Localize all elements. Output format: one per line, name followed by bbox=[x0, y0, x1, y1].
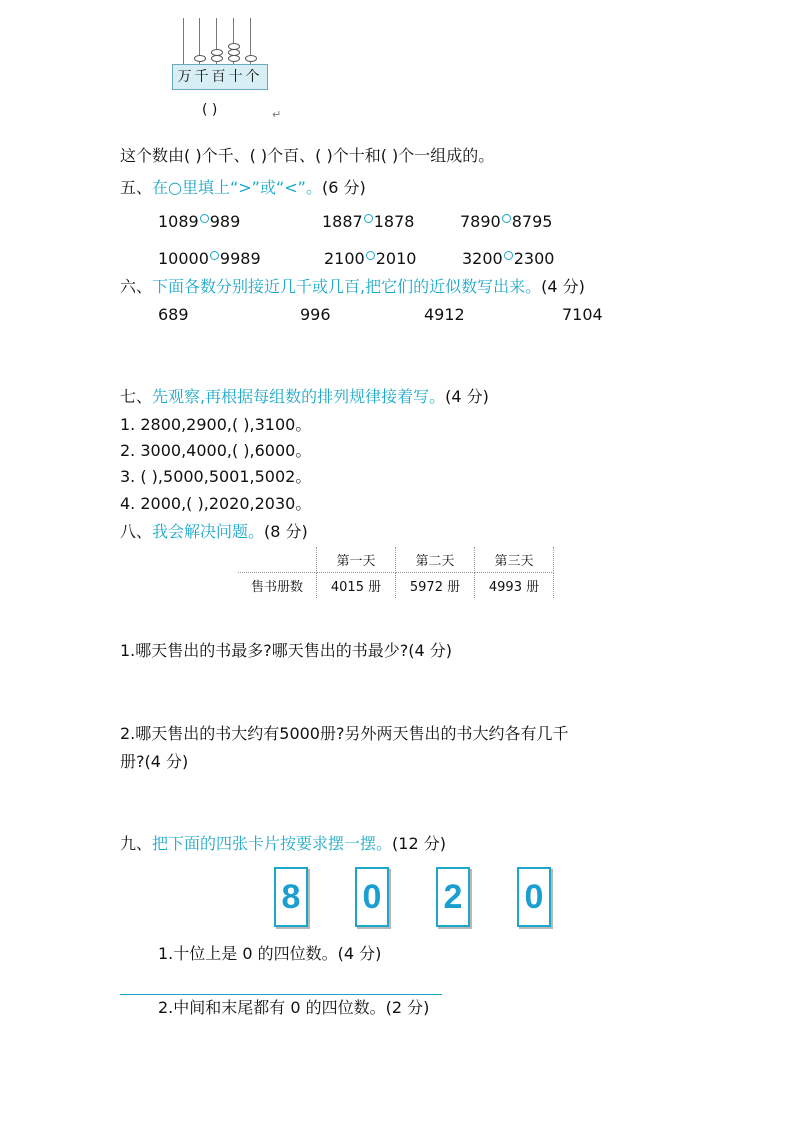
number-card[interactable]: 2 bbox=[436, 867, 470, 927]
q5-heading: 五、在○里填上“>”或“<”。(6 分) bbox=[120, 178, 366, 197]
q9-heading: 九、把下面的四张卡片按要求摆一摆。(12 分) bbox=[120, 834, 446, 853]
q5-compare-item: 1887 1878 bbox=[322, 212, 415, 231]
q5-compare-item: 1089 989 bbox=[158, 212, 241, 231]
q6-heading: 六、下面各数分别接近几千或几百,把它们的近似数写出来。(4 分) bbox=[120, 277, 585, 296]
q6-number: 4912 bbox=[424, 305, 465, 324]
q7-heading: 七、先观察,再根据每组数的排列规律接着写。(4 分) bbox=[120, 387, 489, 406]
compare-circle-icon[interactable] bbox=[200, 214, 209, 223]
q6-number: 7104 bbox=[562, 305, 603, 324]
compare-circle-icon[interactable] bbox=[364, 214, 373, 223]
table-row-label: 售书册数 bbox=[238, 573, 317, 599]
q8-heading: 八、我会解决问题。(8 分) bbox=[120, 522, 308, 541]
table-cell: 5972 册 bbox=[396, 573, 475, 599]
q7-item: 3. ( ),5000,5001,5002。 bbox=[120, 467, 312, 486]
compare-circle-icon[interactable] bbox=[366, 251, 375, 260]
q5-compare-item: 7890 8795 bbox=[460, 212, 553, 231]
q4-composition-text: 这个数由( )个千、( )个百、( )个十和( )个一组成的。 bbox=[120, 146, 495, 165]
compare-circle-icon[interactable] bbox=[210, 251, 219, 260]
q6-number: 689 bbox=[158, 305, 189, 324]
abacus-place-labels: 万千百十个 bbox=[172, 64, 268, 90]
table-header-row bbox=[238, 547, 554, 573]
number-card[interactable]: 8 bbox=[274, 867, 308, 927]
number-card[interactable]: 0 bbox=[355, 867, 389, 927]
q7-item: 4. 2000,( ),2020,2030。 bbox=[120, 494, 312, 513]
q6-number: 996 bbox=[300, 305, 331, 324]
q7-item: 2. 3000,4000,( ),6000。 bbox=[120, 441, 312, 460]
book-sales-table bbox=[238, 547, 554, 598]
answer-line bbox=[120, 994, 442, 995]
table-header-cell: 第二天 bbox=[396, 547, 475, 573]
q8-subquestion-1: 1.哪天售出的书最多?哪天售出的书最少?(4 分) bbox=[120, 641, 453, 660]
q5-compare-item: 2100 2010 bbox=[324, 249, 417, 268]
return-mark-icon: ↵ bbox=[272, 108, 282, 121]
q5-compare-item: 10000 9989 bbox=[158, 249, 261, 268]
table-row bbox=[238, 573, 554, 599]
q7-item: 1. 2800,2900,( ),3100。 bbox=[120, 415, 312, 434]
table-header-cell: 第三天 bbox=[475, 547, 554, 573]
q8-subquestion-2: 2.哪天售出的书大约有5000册?另外两天售出的书大约各有几千 bbox=[120, 724, 569, 743]
compare-circle-icon[interactable] bbox=[504, 251, 513, 260]
table-cell: 4015 册 bbox=[317, 573, 396, 599]
table-header-cell: 第一天 bbox=[317, 547, 396, 573]
compare-circle-icon[interactable] bbox=[502, 214, 511, 223]
abacus-answer-blank: ( ) bbox=[202, 102, 218, 118]
table-cell: 4993 册 bbox=[475, 573, 554, 599]
q9-subquestion-2: 2.中间和末尾都有 0 的四位数。(2 分) bbox=[158, 998, 430, 1017]
q5-compare-item: 3200 2300 bbox=[462, 249, 555, 268]
table-header-cell bbox=[238, 547, 317, 573]
q9-subquestion-1: 1.十位上是 0 的四位数。(4 分) bbox=[158, 944, 382, 963]
number-card[interactable]: 0 bbox=[517, 867, 551, 927]
q8-subquestion-2-cont: 册?(4 分) bbox=[120, 752, 189, 771]
abacus-figure bbox=[168, 14, 278, 96]
